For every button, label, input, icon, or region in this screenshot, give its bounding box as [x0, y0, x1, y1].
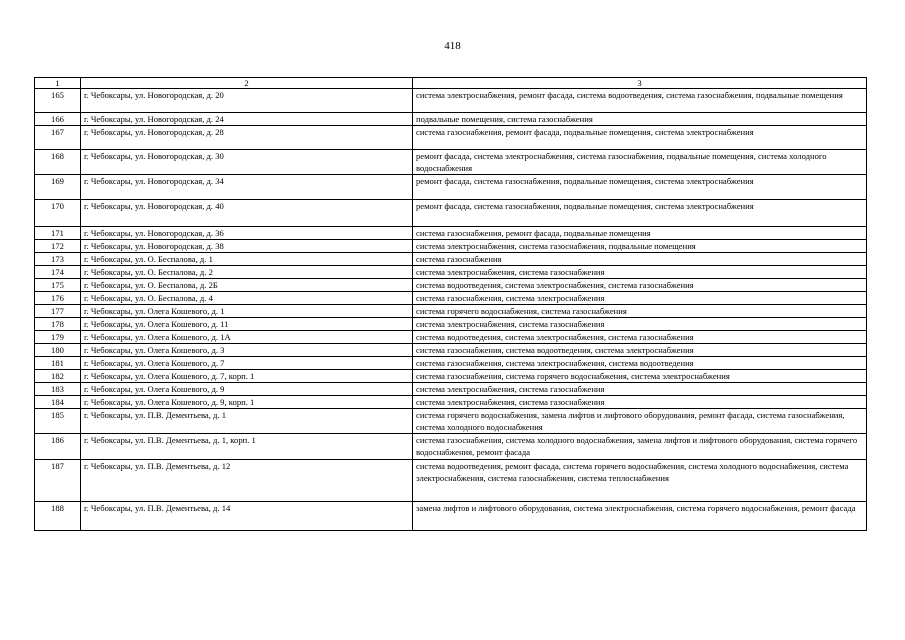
- works-cell: система горячего водоснабжения, замена лифтов и лифтового оборудования, ремонт фасада, система газоснабжения, система холодного водоснабжения: [413, 409, 867, 434]
- works-cell: система газоснабжения, система электроснабжения, система водоотведения: [413, 357, 867, 370]
- table-row: [35, 370, 867, 383]
- address-cell: г. Чебоксары, ул. П.В. Дементьева, д. 12: [81, 460, 413, 502]
- row-number: 170: [35, 200, 81, 227]
- address-cell: г. Чебоксары, ул. Олега Кошевого, д. 3: [81, 344, 413, 357]
- row-number: 175: [35, 279, 81, 292]
- table-row: [35, 318, 867, 331]
- address-cell: г. Чебоксары, ул. Олега Кошевого, д. 9, корп. 1: [81, 396, 413, 409]
- address-cell: г. Чебоксары, ул. О. Беспалова, д. 1: [81, 253, 413, 266]
- works-cell: система горячего водоснабжения, система газоснабжения: [413, 305, 867, 318]
- address-cell: г. Чебоксары, ул. О. Беспалова, д. 2: [81, 266, 413, 279]
- address-cell: г. Чебоксары, ул. Олега Кошевого, д. 9: [81, 383, 413, 396]
- works-cell: замена лифтов и лифтового оборудования, система электроснабжения, система горячего водоснабжения, ремонт фасада: [413, 502, 867, 531]
- address-cell: г. Чебоксары, ул. О. Беспалова, д. 2Б: [81, 279, 413, 292]
- page-number: 418: [444, 40, 461, 52]
- works-cell: система газоснабжения, система водоотведения, система электроснабжения: [413, 344, 867, 357]
- address-cell: г. Чебоксары, ул. Олега Кошевого, д. 7: [81, 357, 413, 370]
- works-cell: система электроснабжения, ремонт фасада, система водоотведения, система газоснабжения, подвальные помещения: [413, 89, 867, 113]
- address-cell: г. Чебоксары, ул. П.В. Дементьева, д. 1, корп. 1: [81, 434, 413, 460]
- works-cell: ремонт фасада, система электроснабжения, система газоснабжения, подвальные помещения, система холодного водоснабжения: [413, 150, 867, 175]
- table-row: [35, 253, 867, 266]
- works-cell: система газоснабжения, система электроснабжения: [413, 292, 867, 305]
- row-number: 176: [35, 292, 81, 305]
- works-cell: ремонт фасада, система газоснабжения, подвальные помещения, система электроснабжения: [413, 175, 867, 200]
- row-number: 171: [35, 227, 81, 240]
- table-row: [35, 383, 867, 396]
- table-row: [35, 331, 867, 344]
- table-row: [35, 292, 867, 305]
- works-cell: система электроснабжения, система газоснабжения: [413, 266, 867, 279]
- address-cell: г. Чебоксары, ул. Олега Кошевого, д. 11: [81, 318, 413, 331]
- row-number: 166: [35, 113, 81, 126]
- table-row: [35, 89, 867, 113]
- works-cell: система электроснабжения, система газоснабжения: [413, 396, 867, 409]
- row-number: 167: [35, 126, 81, 150]
- row-number: 168: [35, 150, 81, 175]
- row-number: 172: [35, 240, 81, 253]
- table-row: [35, 305, 867, 318]
- row-number: 182: [35, 370, 81, 383]
- table-row: [35, 200, 867, 227]
- row-number: 173: [35, 253, 81, 266]
- buildings-table: [34, 77, 867, 531]
- address-cell: г. Чебоксары, ул. Новогородская, д. 34: [81, 175, 413, 200]
- address-cell: г. Чебоксары, ул. Олега Кошевого, д. 1: [81, 305, 413, 318]
- works-cell: система электроснабжения, система газоснабжения: [413, 318, 867, 331]
- row-number: 183: [35, 383, 81, 396]
- address-cell: г. Чебоксары, ул. О. Беспалова, д. 4: [81, 292, 413, 305]
- row-number: 179: [35, 331, 81, 344]
- works-cell: система водоотведения, система электроснабжения, система газоснабжения: [413, 279, 867, 292]
- table-row: [35, 175, 867, 200]
- address-cell: г. Чебоксары, ул. Олега Кошевого, д. 7, корп. 1: [81, 370, 413, 383]
- row-number: 184: [35, 396, 81, 409]
- table-row: [35, 266, 867, 279]
- table-row: [35, 434, 867, 460]
- address-cell: г. Чебоксары, ул. Новогородская, д. 20: [81, 89, 413, 113]
- table-row: [35, 240, 867, 253]
- row-number: 178: [35, 318, 81, 331]
- address-cell: г. Чебоксары, ул. Олега Кошевого, д. 1А: [81, 331, 413, 344]
- address-cell: г. Чебоксары, ул. П.В. Дементьева, д. 14: [81, 502, 413, 531]
- table-header-row: [35, 78, 867, 89]
- address-cell: г. Чебоксары, ул. Новогородская, д. 30: [81, 150, 413, 175]
- works-cell: система газоснабжения, ремонт фасада, подвальные помещения: [413, 227, 867, 240]
- table-row: [35, 126, 867, 150]
- row-number: 165: [35, 89, 81, 113]
- column-header-1: 1: [35, 78, 81, 89]
- table-row: [35, 409, 867, 434]
- works-cell: ремонт фасада, система газоснабжения, подвальные помещения, система электроснабжения: [413, 200, 867, 227]
- works-cell: система водоотведения, система электроснабжения, система газоснабжения: [413, 331, 867, 344]
- works-cell: система газоснабжения, ремонт фасада, подвальные помещения, система электроснабжения: [413, 126, 867, 150]
- table-row: [35, 113, 867, 126]
- table-row: [35, 227, 867, 240]
- address-cell: г. Чебоксары, ул. П.В. Дементьева, д. 1: [81, 409, 413, 434]
- address-cell: г. Чебоксары, ул. Новогородская, д. 28: [81, 126, 413, 150]
- works-cell: система водоотведения, ремонт фасада, система горячего водоснабжения, система холодного водоснабжения, система электроснабжения, система газоснабжения, система теплоснабжения: [413, 460, 867, 502]
- row-number: 186: [35, 434, 81, 460]
- table-row: [35, 502, 867, 531]
- table-row: [35, 279, 867, 292]
- address-cell: г. Чебоксары, ул. Новогородская, д. 40: [81, 200, 413, 227]
- row-number: 177: [35, 305, 81, 318]
- row-number: 181: [35, 357, 81, 370]
- table-row: [35, 150, 867, 175]
- table-row: [35, 344, 867, 357]
- row-number: 180: [35, 344, 81, 357]
- works-cell: система газоснабжения, система горячего водоснабжения, система электроснабжения: [413, 370, 867, 383]
- works-cell: система газоснабжения, система холодного водоснабжения, замена лифтов и лифтового оборудования, система горячего водоснабжения, ремонт фасада: [413, 434, 867, 460]
- table-row: [35, 396, 867, 409]
- column-header-3: 3: [413, 78, 867, 89]
- address-cell: г. Чебоксары, ул. Новогородская, д. 38: [81, 240, 413, 253]
- works-cell: система электроснабжения, система газоснабжения, подвальные помещения: [413, 240, 867, 253]
- address-cell: г. Чебоксары, ул. Новогородская, д. 24: [81, 113, 413, 126]
- works-cell: подвальные помещения, система газоснабжения: [413, 113, 867, 126]
- row-number: 187: [35, 460, 81, 502]
- column-header-2: 2: [81, 78, 413, 89]
- address-cell: г. Чебоксары, ул. Новогородская, д. 36: [81, 227, 413, 240]
- row-number: 188: [35, 502, 81, 531]
- row-number: 169: [35, 175, 81, 200]
- works-cell: система газоснабжения: [413, 253, 867, 266]
- row-number: 174: [35, 266, 81, 279]
- table-row: [35, 460, 867, 502]
- row-number: 185: [35, 409, 81, 434]
- table-row: [35, 357, 867, 370]
- works-cell: система электроснабжения, система газоснабжения: [413, 383, 867, 396]
